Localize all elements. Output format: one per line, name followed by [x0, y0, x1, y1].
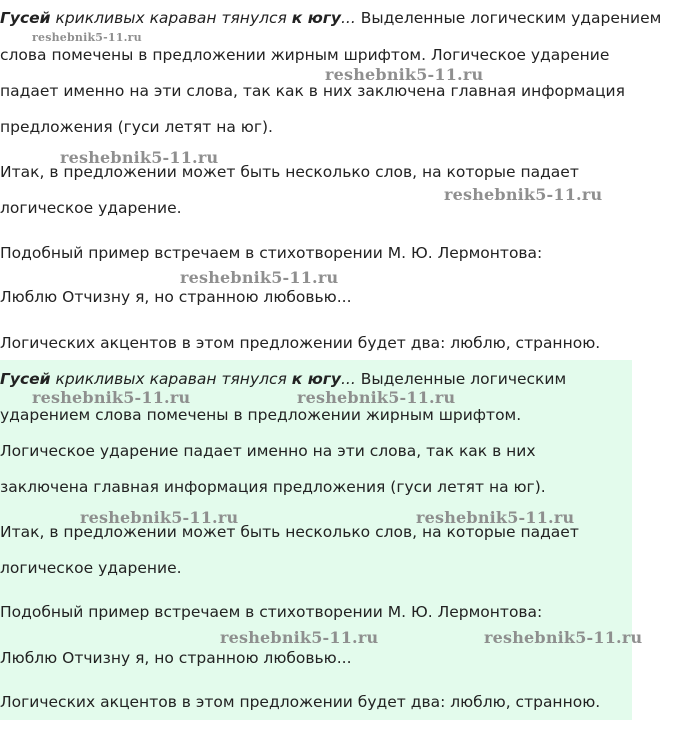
bold-italic-word: Гусей — [0, 9, 51, 27]
italic-text: крикливых караван тянулся — [50, 9, 292, 27]
italic-text: крикливых караван тянулся — [50, 370, 292, 388]
watermark: reshebnik5-11.ru — [484, 628, 643, 647]
watermark: reshebnik5-11.ru — [60, 148, 219, 167]
paragraph-line: Логическое ударение падает именно на эти слова, так как в них — [0, 442, 536, 460]
paragraph-line: Логических акцентов в этом предложении будет два: люблю, странною. — [0, 693, 601, 711]
paragraph-line: Итак, в предложении может быть несколько слов, на которые падает — [0, 523, 579, 541]
poem-line: Люблю Отчизну я, но странною любовью... — [0, 649, 352, 667]
paragraph-line: предложения (гуси летят на юг). — [0, 118, 273, 136]
bold-italic-word: Гусей — [0, 370, 51, 388]
paragraph-line — [0, 369, 566, 389]
paragraph-line: слова помечены в предложении жирным шрифтом. Логическое ударение — [0, 46, 610, 64]
plain-text: Выделенные логическим — [355, 370, 567, 388]
watermark: reshebnik5-11.ru — [32, 388, 191, 407]
paragraph-line: логическое ударение. — [0, 199, 182, 217]
poem-line: Люблю Отчизну я, но странною любовью... — [0, 288, 352, 306]
paragraph-line: логическое ударение. — [0, 559, 182, 577]
italic-text: ... — [340, 9, 356, 27]
paragraph-line: падает именно на эти слова, так как в них заключена главная информация — [0, 82, 625, 100]
plain-text: Выделенные логическим ударением — [355, 9, 662, 27]
watermark: reshebnik5-11.ru — [220, 628, 379, 647]
italic-text: ... — [340, 370, 356, 388]
paragraph-line — [0, 8, 661, 28]
watermark: reshebnik5-11.ru — [297, 388, 456, 407]
watermark: reshebnik5-11.ru — [325, 65, 484, 84]
watermark: reshebnik5-11.ru — [32, 31, 142, 44]
paragraph-line: ударением слова помечены в предложении жирным шрифтом. — [0, 406, 522, 424]
bold-italic-word: к югу — [291, 370, 341, 388]
paragraph-line: Итак, в предложении может быть несколько слов, на которые падает — [0, 163, 579, 181]
watermark: reshebnik5-11.ru — [444, 185, 603, 204]
watermark: reshebnik5-11.ru — [416, 508, 575, 527]
bold-italic-word: к югу — [291, 9, 341, 27]
paragraph-line: Логических акцентов в этом предложении будет два: люблю, странною. — [0, 334, 601, 352]
paragraph-line: Подобный пример встречаем в стихотворении М. Ю. Лермонтова: — [0, 603, 543, 621]
watermark: reshebnik5-11.ru — [80, 508, 239, 527]
watermark: reshebnik5-11.ru — [180, 268, 339, 287]
paragraph-line: Подобный пример встречаем в стихотворении М. Ю. Лермонтова: — [0, 244, 543, 262]
paragraph-line: заключена главная информация предложения (гуси летят на юг). — [0, 478, 546, 496]
